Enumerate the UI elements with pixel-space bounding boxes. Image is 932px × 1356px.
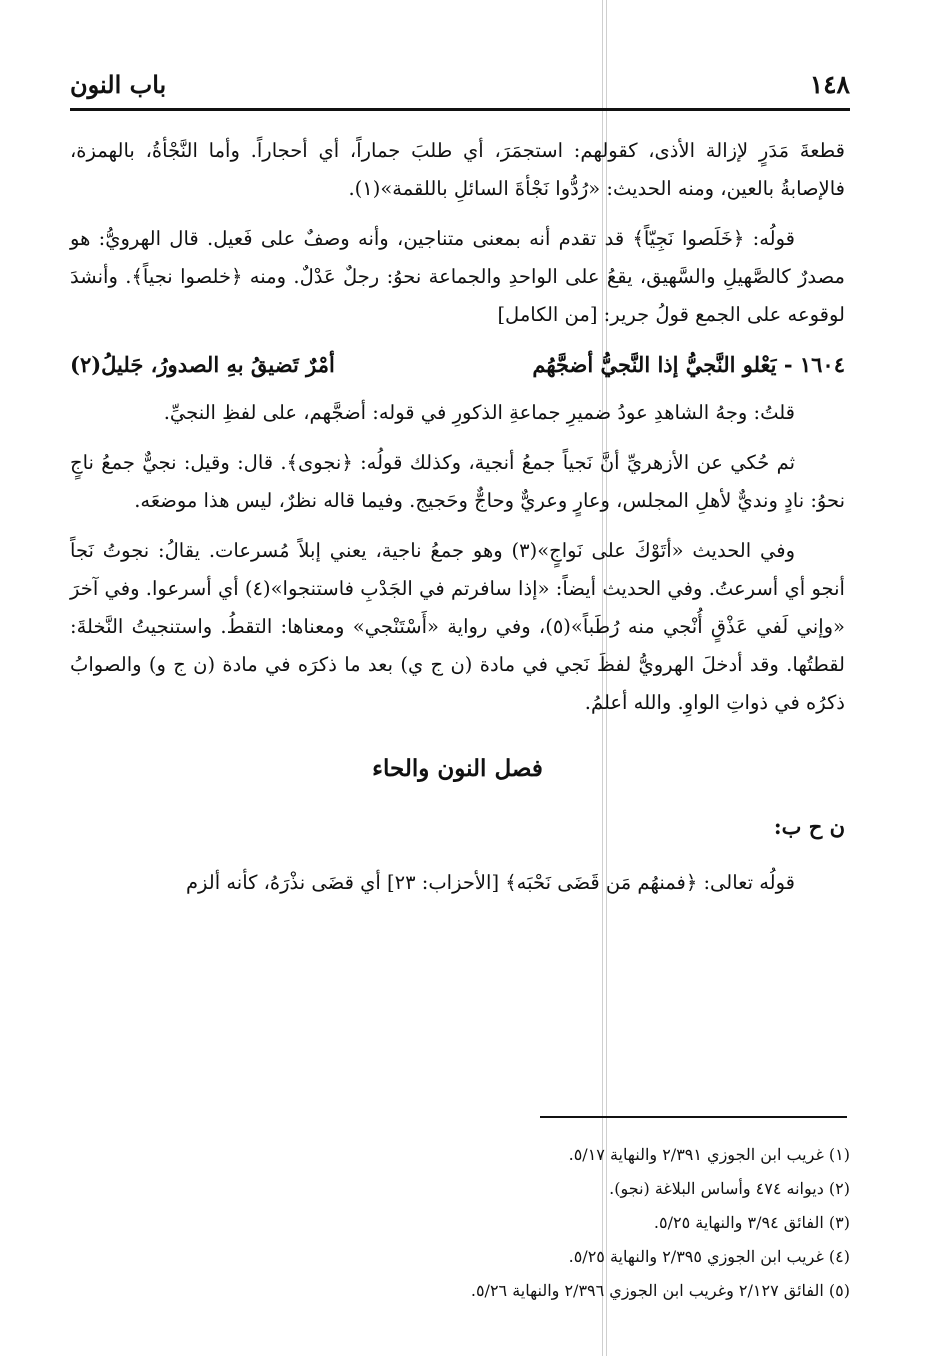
paragraph: قولُه: ﴿خَلَصوا نَجِيّاً﴾ قد تقدم أنه بمعنى متناجين، وأنه وصفٌ على فَعيل. قال الهرويُّ: هو مصدرٌ كالصَّهيلِ والسَّهيق، يقعُ على الواحدِ والجماعة نحوُ: رجلٌ عَدْلٌ. ومنه ﴿خلصوا نجياً﴾. وأنشدَ لوقوعه على الجمع قولُ جرير: [من الكامل] [70, 227, 845, 326]
verse-first-hemistich: ١٦٠٤ - يَعْلو النَّجيُّ إذا النَّجيُّ أضجَّهُم [532, 352, 845, 377]
footnote: (٤) غريب ابن الجوزي ٢/٣٩٥ والنهاية ٥/٢٥. [568, 1247, 850, 1266]
paragraph: قلتُ: وجهُ الشاهدِ عودُ ضميرِ جماعةِ الذكورِ في قوله: أضجَّهم، على لفظِ النجيِّ. [163, 401, 795, 424]
footnote: (٣) الفائق ٣/٩٤ والنهاية ٥/٢٥. [653, 1213, 850, 1232]
running-head: باب النون [70, 69, 167, 99]
paragraph: وفي الحديث «أتَوْكَ على نَواجٍ»(٣) وهو جمعُ ناجية، يعني إبلاً مُسرعات. يقالُ: نجوتُ نَجاً أنجو أي أسرعتُ. وفي الحديث أيضاً: «إذا سافرتم في الجَدْبِ فاستنجوا»(٤) أي أسرعوا. وفي آخرَ «وإني لَفي عَذْقٍ أُنْجي منه رُطَباً»(٥)، وفي رواية «أَسْتَنْجي» ومعناها: التقطُ. واستنجيتُ النَّخلةَ: لقطتُها. وقد أدخلَ الهرويُّ لفظَ نَجي في مادة (ن ج ي) بعد ما ذكرَه في مادة (ن ج و) والصوابُ ذكرُه في ذواتِ الواوِ. والله أعلمُ. [70, 539, 845, 714]
page-header [70, 64, 850, 104]
verse-number: ١٦٠٤ [799, 352, 845, 377]
main-text [70, 132, 845, 914]
verse-second-hemistich: أمْرٌ تَضيقُ بهِ الصدورُ، جَليلُ(٢) [70, 352, 335, 377]
footnote: (٥) الفائق ٢/١٢٧ وغريب ابن الجوزي ٢/٣٩٦ والنهاية ٥/٢٦. [470, 1281, 850, 1300]
verse-first-text: يَعْلو النَّجيُّ إذا النَّجيُّ أضجَّهُم [532, 352, 777, 377]
header-rule [70, 108, 850, 111]
footnote: (١) غريب ابن الجوزي ٢/٣٩١ والنهاية ٥/١٧. [568, 1145, 850, 1164]
paragraph: ثم حُكي عن الأزهريِّ أنَّ نَجياً جمعُ أنجية، وكذلك قولُه: ﴿نجوى﴾. قال: وقيل: نجيٌّ جمعُ ناجٍ نحوُ: نادٍ ونديٌّ لأهلِ المجلس، وعارٍ وعريٌّ وحاجٌّ وحَجيج. وفيما قاله نظرٌ، ليس هذا موضعَه. [70, 451, 845, 512]
entry-heading: ن ح ب: [773, 814, 845, 839]
footnote: (٢) ديوانه ٤٧٤ وأساس البلاغة (نجو). [609, 1179, 850, 1198]
page-number: ١٤٨ [809, 69, 850, 99]
footnotes [70, 1138, 850, 1308]
section-title: فصل النون والحاء [372, 755, 543, 782]
poetry-verse [70, 346, 845, 384]
footnote-rule [540, 1116, 847, 1118]
entry-text: قولُه تعالى: ﴿فمنهُم مَن قَضَى نَحْبَه﴾ [الأحزاب: ٢٣] أي قضَى نذْرَهُ، كأنه ألزم [185, 871, 795, 894]
paragraph: قطعةَ مَدَرٍ لإزالة الأذى، كقولهم: استجمَرَ، أي طلبَ جماراً، أي أحجاراً. وأما النَّجْأةُ، بالهمزة، فالإصابةُ بالعين، ومنه الحديث: «رُدُّوا نَجْأةَ السائلِ باللقمة»(١). [70, 139, 845, 200]
